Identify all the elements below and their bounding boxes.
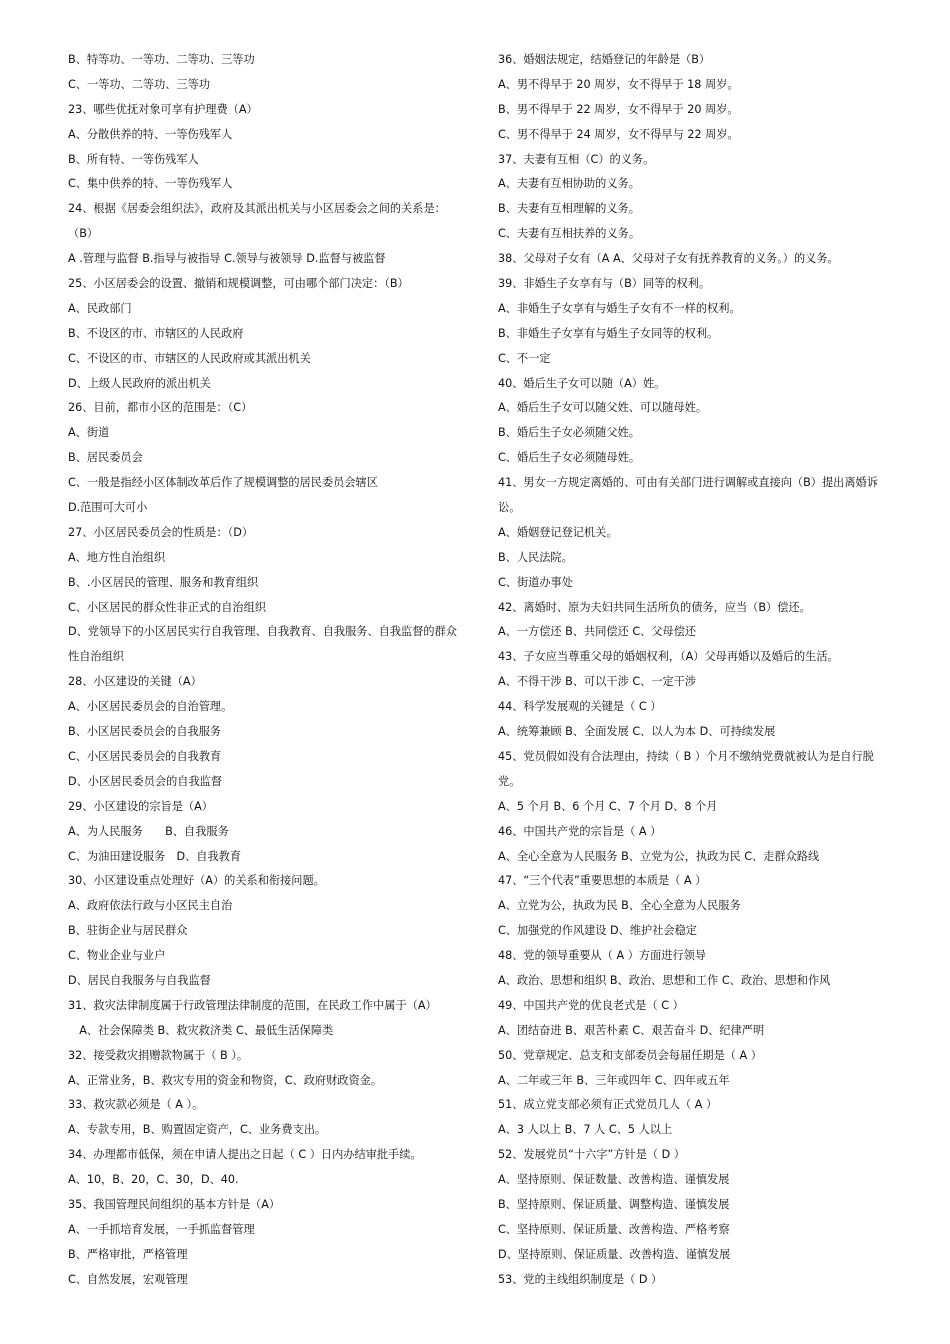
text-line: B、夫妻有互相理解的义务。 <box>498 202 640 216</box>
text-line: 53、党的主线组织制度是（ D ） <box>498 1272 663 1286</box>
text-line: 26、目前，都市小区的范围是：（C） <box>68 401 253 415</box>
text-line: 31、救灾法律制度属于行政管理法律制度的范围，在民政工作中属于（A） <box>68 998 437 1012</box>
text-line: 25、小区居委会的设置、撤销和规模调整，可由哪个部门决定：（B） <box>68 277 409 291</box>
text-line: 42、离婚时、原为夫妇共同生活所负的债务，应当（B）偿还。 <box>498 600 811 614</box>
text-line: C、男不得早于 24 周岁，女不得早与 22 周岁。 <box>498 127 739 141</box>
text-line: A、一手抓培育发展，一手抓监督管理 <box>68 1222 255 1236</box>
text-line: C、不一定 <box>498 351 551 365</box>
text-line: D.范围可大可小 <box>68 501 148 515</box>
text-line: C、自然发展，宏观管理 <box>68 1272 188 1286</box>
text-line: B、特等功、一等功、二等功、三等功 <box>68 53 255 66</box>
text-line: D、居民自我服务与自我监督 <box>68 973 211 987</box>
text-line: 32、接受救灾捐赠款物属于（ B ）。 <box>68 1048 249 1062</box>
text-line: A、民政部门 <box>68 301 132 315</box>
text-line: A、坚持原则、保证数量、改善构造、谨慎发展 <box>498 1173 730 1187</box>
text-line: 23、哪些优抚对象可享有护理费（A） <box>68 102 258 116</box>
text-line: 30、小区建设重点处理好（A）的关系和衔接问题。 <box>68 874 325 888</box>
text-line: C、小区居民的群众性非正式的自治组织 <box>68 600 267 614</box>
text-line: 28、小区建设的关键（A） <box>68 675 202 689</box>
text-line: 50、党章规定、总支和支部委员会每届任期是（ A ） <box>498 1048 762 1062</box>
text-line: A、男不得早于 20 周岁，女不得早于 18 周岁。 <box>498 77 739 91</box>
text-line: D、党领导下的小区居民实行自我管理、自我教育、自我服务、自我监督的群众 <box>68 625 457 639</box>
text-line: C、集中供养的特、一等伤残军人 <box>68 177 233 191</box>
text-line: 33、救灾款必须是（ A ）。 <box>68 1098 204 1112</box>
text-line: 45、党员假如没有合法理由，持续（ B ）个月不缴纳党费就被认为是自行脱 <box>498 749 874 763</box>
text-line: 35、我国管理民间组织的基本方针是（A） <box>68 1197 281 1211</box>
text-line: A、正常业务，B、救灾专用的资金和物资，C、政府财政资金。 <box>68 1073 383 1087</box>
text-line: C、不设区的市、市辖区的人民政府或其派出机关 <box>68 351 311 365</box>
text-line: C、一等功、二等功、三等功 <box>68 77 211 91</box>
text-line: 27、小区居民委员会的性质是：（D） <box>68 525 254 539</box>
text-line: 40、婚后生子女可以随（A）姓。 <box>498 376 666 390</box>
text-line: B、所有特、一等伤残军人 <box>68 152 199 166</box>
left-column <box>68 48 490 1293</box>
text-line: C、夫妻有互相扶养的义务。 <box>498 227 641 241</box>
text-line: B、严格审批，严格管理 <box>68 1247 188 1261</box>
text-line: 39、非婚生子女享有与（B）同等的权利。 <box>498 277 711 291</box>
text-line: A、政府依法行政与小区民主自治 <box>68 899 233 913</box>
text-line: 44、科学发展观的关键是（ C ） <box>498 700 662 714</box>
text-line: A、3 人以上 B、7 人 C、5 人以上 <box>498 1123 673 1137</box>
text-line: D、坚持原则、保证质量、改善构造、谨慎发展 <box>498 1247 731 1261</box>
text-line: 34、办理都市低保，须在申请人提出之日起（ C ）日内办结审批手续。 <box>68 1148 422 1162</box>
text-line: 29、小区建设的宗旨是（A） <box>68 799 213 813</box>
text-line: A、社会保障类 B、救灾救济类 C、最低生活保障类 <box>68 1023 334 1037</box>
text-line: A、非婚生子女享有与婚生子女有不一样的权利。 <box>498 301 741 315</box>
text-line: 41、男女一方规定离婚的、可由有关部门进行调解或直接向（B）提出离婚诉 <box>498 476 878 490</box>
text-line: D、上级人民政府的派出机关 <box>68 376 211 390</box>
text-line: A、婚后生子女可以随父姓、可以随母姓。 <box>498 401 708 415</box>
text-line: B、.小区居民的管理、服务和教育组织 <box>68 575 259 589</box>
text-line: A、不得干涉 B、可以干涉 C、一定干涉 <box>498 675 697 689</box>
text-line: B、婚后生子女必须随父姓。 <box>498 426 640 440</box>
text-line: 51、成立党支部必须有正式党员几人（ A ） <box>498 1098 718 1112</box>
text-line: A、二年或三年 B、三年或四年 C、四年或五年 <box>498 1073 730 1087</box>
text-line: A、团结奋进 B、艰苦朴素 C、艰苦奋斗 D、纪律严明 <box>498 1023 765 1037</box>
text-line: （B） <box>68 227 99 241</box>
text-line: A、专款专用，B、购置固定资产，C、业务费支出。 <box>68 1123 327 1137</box>
text-line: B、人民法院。 <box>498 550 573 564</box>
text-line: C、坚持原则、保证质量、改善构造、严格考察 <box>498 1222 730 1236</box>
text-line: A、街道 <box>68 426 110 440</box>
text-line: A、为人民服务 B、自我服务 <box>68 824 229 838</box>
text-line: B、驻街企业与居民群众 <box>68 924 188 938</box>
text-line: 38、父母对子女有（A A、父母对子女有抚养教育的义务。）的义务。 <box>498 252 839 266</box>
text-line: C、婚后生子女必须随母姓。 <box>498 451 641 465</box>
text-line: 讼。 <box>498 501 521 515</box>
text-line: A、5 个月 B、6 个月 C、7 个月 D、8 个月 <box>498 799 718 813</box>
text-line: 36、婚姻法规定，结婚登记的年龄是（B） <box>498 53 711 66</box>
text-line: 47、“三个代表”重要思想的本质是（ A ） <box>498 874 707 888</box>
text-line: 49、中国共产党的优良老式是（ C ） <box>498 998 684 1012</box>
text-line: A、一方偿还 B、共同偿还 C、父母偿还 <box>498 625 697 639</box>
text-line: C、街道办事处 <box>498 575 573 589</box>
text-line: A、分散供养的特、一等伤残军人 <box>68 127 233 141</box>
text-line: C、小区居民委员会的自我教育 <box>68 749 222 763</box>
text-line: C、为油田建设服务 D、自我教育 <box>68 849 242 863</box>
text-line: A、10，B、20，C、30，D、40. <box>68 1173 239 1187</box>
text-line: 24、根据《居委会组织法》，政府及其派出机关与小区居委会之间的关系是： <box>68 202 446 216</box>
text-line: 43、子女应当尊重父母的婚姻权利，（A）父母再婚以及婚后的生活。 <box>498 650 839 664</box>
text-line: C、加强党的作风建设 D、维护社会稳定 <box>498 924 697 938</box>
text-line: C、一般是指经小区体制改革后作了规模调整的居民委员会辖区 <box>68 476 378 490</box>
text-line: 37、夫妻有互相（C）的义务。 <box>498 152 655 166</box>
text-line: B、非婚生子女享有与婚生子女同等的权利。 <box>498 326 719 340</box>
text-line: 党。 <box>498 774 521 788</box>
text-line: A、全心全意为人民服务 B、立党为公，执政为民 C、走群众路线 <box>498 849 820 863</box>
text-line: 性自治组织 <box>68 650 124 664</box>
text-line: 52、发展党员“十六字”方针是（ D ） <box>498 1148 685 1162</box>
text-line: A、统筹兼顾 B、全面发展 C、以人为本 D、可持续发展 <box>498 725 776 739</box>
text-line: D、小区居民委员会的自我监督 <box>68 774 223 788</box>
text-line: A、小区居民委员会的自治管理。 <box>68 700 233 714</box>
text-line: B、居民委员会 <box>68 451 143 465</box>
text-line: C、物业企业与业户 <box>68 949 166 963</box>
text-line: A .管理与监督 B.指导与被指导 C.领导与被领导 D.监督与被监督 <box>68 252 386 266</box>
text-line: A、婚姻登记登记机关。 <box>498 525 618 539</box>
text-line: A、政治、思想和组织 B、政治、思想和工作 C、政治、思想和作风 <box>498 973 831 987</box>
text-line: 46、中国共产党的宗旨是（ A ） <box>498 824 662 838</box>
text-line: B、小区居民委员会的自我服务 <box>68 725 222 739</box>
right-column <box>498 48 910 1293</box>
text-line: A、地方性自治组织 <box>68 550 166 564</box>
text-line: B、男不得早于 22 周岁，女不得早于 20 周岁。 <box>498 102 739 116</box>
text-line: B、坚持原则、保证质量、调整构造、谨慎发展 <box>498 1197 730 1211</box>
text-line: A、立党为公，执政为民 B、全心全意为人民服务 <box>498 899 741 913</box>
text-line: A、夫妻有互相协助的义务。 <box>498 177 640 191</box>
text-line: B、不设区的市、市辖区的人民政府 <box>68 326 244 340</box>
text-line: 48、党的领导重要从（ A ）方面进行领导 <box>498 949 707 963</box>
